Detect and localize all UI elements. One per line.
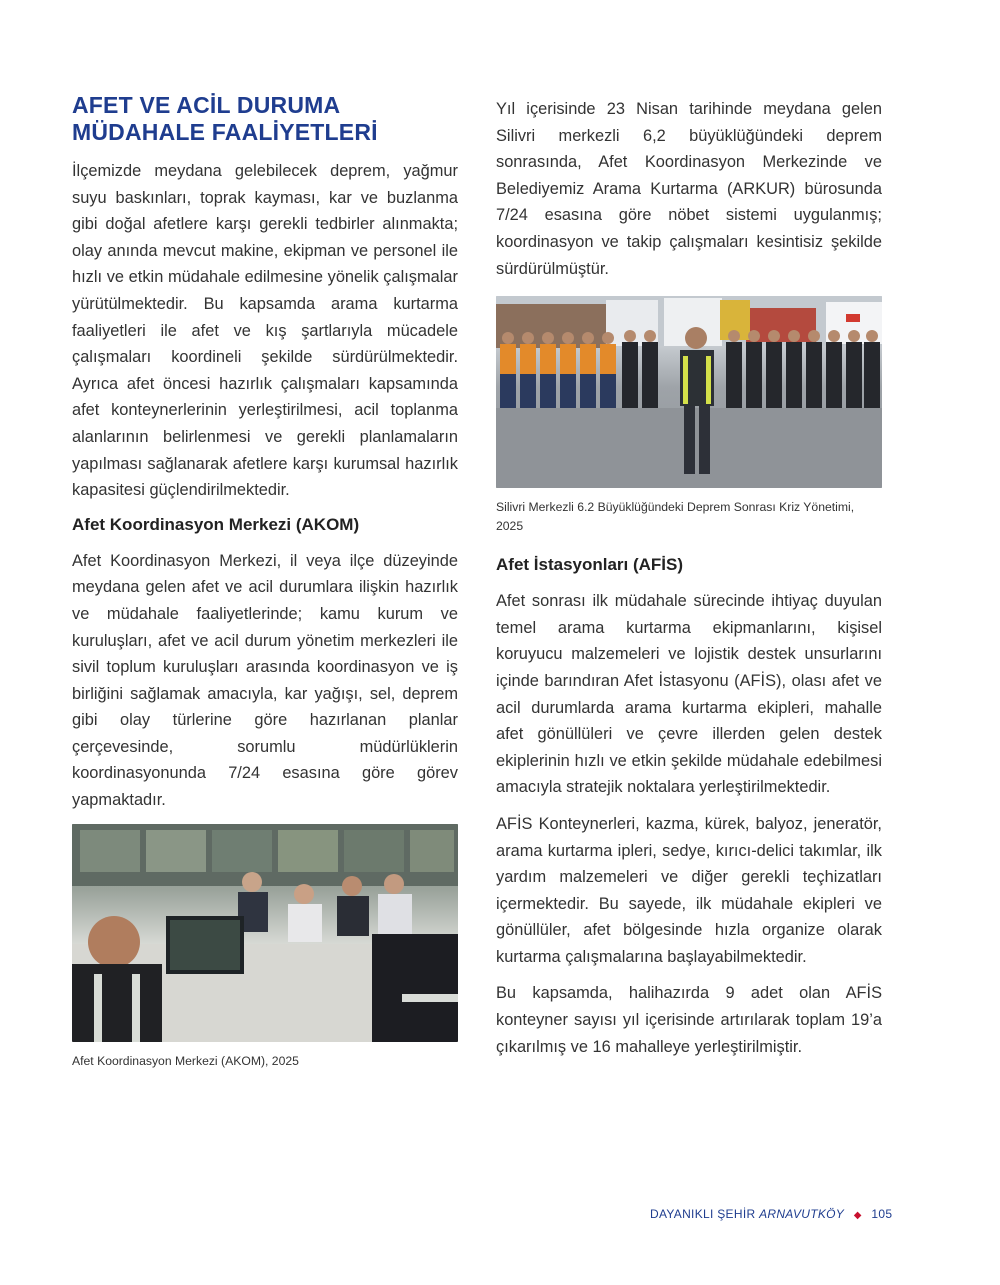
akom-photo [72, 824, 458, 1042]
section-heading: AFET VE ACİL DURUMA MÜDAHALE FAALİYETLERİ [72, 92, 378, 145]
silivri-paragraph: Yıl içerisinde 23 Nisan tarihinde meydana gelen Silivri merkezli 6,2 büyüklüğündeki deprem sonrasında, Afet Koordinasyon Merkezinde ve Belediyemiz Arama Kurtarma (ARKUR) bürosunda 7/24 esasına göre nöbet sistemi uygulanmış; koordinasyon ve takip çalışmaları kesintisiz şekilde sürdürülmüştür. [496, 100, 882, 278]
afis-heading: Afet İstasyonları (AFİS) [496, 555, 684, 575]
footer-city: ARNAVUTKÖY [759, 1207, 845, 1221]
akom-photo-caption: Afet Koordinasyon Merkezi (AKOM), 2025 [72, 1053, 299, 1068]
page-number: 105 [871, 1207, 893, 1221]
team-photo-illustration [496, 296, 882, 488]
akom-heading: Afet Koordinasyon Merkezi (AKOM) [72, 514, 360, 534]
intro-paragraph: İlçemizde meydana gelebilecek deprem, yağmur suyu baskınları, toprak kayması, kar ve buzlanma gibi doğal afetlere karşı gerekli tedbirler alınmakta; olay anında mevcut makine, ekipman ve personel ile hızlı ve etkin müdahale edilmesine yönelik çalışmalar yürütülmektedir. Bu kapsamda arama kurtarma faaliyetleri ile afet ve kış şartlarıyla mücadele çalışmaları koordineli şekilde sürdürülmektedir. Ayrıca afet öncesi hazırlık çalışmaları kapsamında afet konteynerlerinin yerleştirilmesi, acil toplanma alanlarının belirlenmesi ve gerekli planlamaların yapılması sağlanarak afetlere karşı kurumsal hazırlık kapasitesi güçlendirilmektedir. [72, 162, 458, 500]
left-column [72, 92, 458, 1089]
afis-paragraph-2: AFİS Konteynerleri, kazma, kürek, balyoz, jeneratör, arama kurtarma ipleri, sedye, kırıcı-delici takımlar, ilk yardım malzemeleri ve diğer gerekli teçhizatları içermektedir. Bu sayede, ilk müdahale ekipleri ve gönüllüler, afet bölgesinde hızla organize olarak kurtarma çalışmalarına başlayabilmektedir. [496, 814, 882, 966]
team-photo [496, 296, 882, 488]
diamond-icon: ◆ [853, 1210, 862, 1221]
page-footer [650, 1207, 892, 1221]
team-photo-caption: Silivri Merkezli 6.2 Büyüklüğündeki Deprem Sonrası Kriz Yönetimi, 2025 [496, 500, 855, 534]
akom-photo-illustration [72, 824, 458, 1042]
afis-paragraph-3: Bu kapsamda, halihazırda 9 adet olan AFİS konteyner sayısı yıl içerisinde artırılarak toplam 19’a çıkarılmış ve 16 mahalleye yerleştirilmiştir. [496, 984, 882, 1056]
afis-paragraph-1: Afet sonrası ilk müdahale sürecinde ihtiyaç duyulan temel arama kurtarma ekipmanlarını, kişisel koruyucu malzemeleri ve lojistik destek unsurlarını içinde barındıran Afet İstasyonu (AFİS), olası afet ve acil durumlarda arama kurtarma ekipleri, mahalle afet gönüllüleri ve çevre illerden gelen destek ekiplerinin hızlı ve etkin şekilde müdahale edebilmesi amacıyla stratejik noktalara yerleştirilmektedir. [496, 592, 882, 797]
akom-paragraph: Afet Koordinasyon Merkezi, il veya ilçe düzeyinde meydana gelen afet ve acil durumlara ilişkin hazırlık ve müdahale faaliyetlerinde; kamu kurum ve kuruluşları, afet ve acil durum yönetim merkezleri ile sivil toplum kuruluşları arasında koordinasyon ve iş birliğini sağlamak amacıyla, kar yağışı, sel, deprem gibi olay türlerine göre hazırlanan planlar çerçevesinde, sorumlu müdürlüklerin koordinasyonunda 7/24 esasına göre görev yapmaktadır. [72, 551, 458, 810]
right-column [496, 96, 882, 1070]
footer-prefix: DAYANIKLI ŞEHİR [650, 1207, 756, 1221]
